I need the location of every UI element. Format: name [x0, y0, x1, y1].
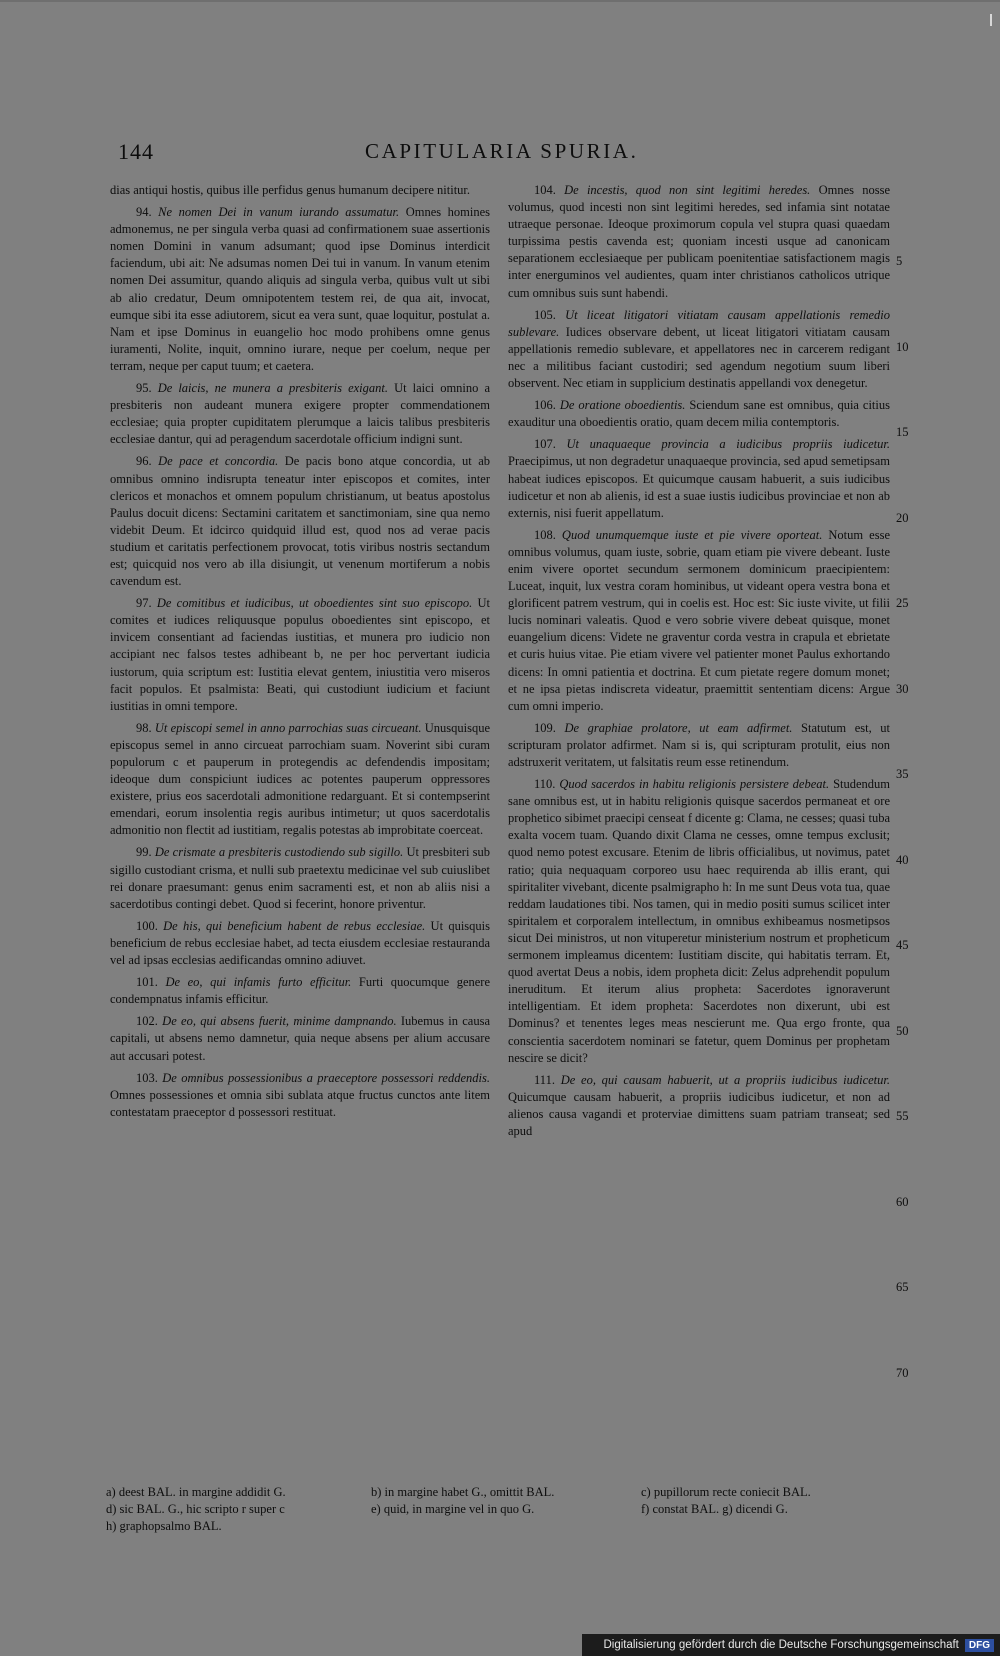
chapter-title: De eo, qui absens fuerit, minime dampnando.: [162, 1014, 397, 1029]
corner-mark: [990, 14, 992, 26]
chapter-title: De omnibus possessionibus a praeceptore possessori reddendis.: [162, 1070, 490, 1085]
chapter-text: Studendum sane omnibus est, ut in habitu religionis quisque sacerdos permaneat et ore prophetico sibimet praecipi censeat f dicente g: Clama, ne cesses; quasi tuba exalta vocem tuam. Quando dixit Clama ne cesses, omne tempus exclusit; quod nemo potest excusare. Etenim de libris officialibus, ut novimus, patet ratio; quia nequaquam corporeo usu haec requirenda ab illis erant, qui spiritaliter vivebant, dicente psalmigrapho h: In me sunt Deus vota tua, quae reddam laudationes tibi. Nos tamen, qui in medio positi sumus scilicet inter spiritalem et corporalem intellectum, in omnibus exhibeamus nosmetipsos sicut Dei ministros, ut non vituperetur ministerium nostrum et propheticum sermonem impleamus dicentem: Iustitiam discite, qui habitatis terram. Et, quod avertat Deus a nobis, idem propheta dicit: Zelus adprehendit populum ineruditum. Et iterum alius propheta: Sacerdotes ignoraverunt intelligentiam. Et idem propheta: Sacerdotes non dixerunt, ubi est Dominus? et tenentes leges meas nescierunt me. Qua ergo fronte, qua conscientia sacerdotem nominari se fatetur, quem Dominus per prophetam nescire se dicit?: [508, 777, 891, 1065]
chapter-text: Quicumque causam habuerit, a propriis iudicibus iudicetur, et non ad alienos causa vagandi et proterviae dimittens suam patriam transeat; sed apud: [508, 1089, 890, 1138]
chapter-number: 108.: [534, 527, 556, 542]
chapter-title: De incestis, quod non sint legitimi heredes.: [564, 183, 811, 197]
chapter-text: Omnes nosse volumus, quod incesti non sint legitimi heredes, sed infamia sint notatae utraeque personae. Ideoque proximorum copula vel stupra quasi quaedam turpissima pestis cavenda est; quoniam incesti usque ad canonicam separationem ecclesiaeque per publicam poenitentiae satisfactionem magis inter energuminos vel audientes, quam inter christianos catholicos utrique cum omnibus suis sunt habendi.: [508, 183, 890, 300]
chapter-number: 105.: [534, 307, 556, 322]
line-number: 15: [896, 425, 909, 439]
line-number: 45: [896, 938, 909, 952]
chapter-number: 94.: [136, 205, 152, 220]
chapter-paragraph: [110, 1070, 490, 1121]
chapter-text: Unusquisque episcopus semel in anno circueat parrochiam suam. Noverint sibi curam populorum c et pauperum in protegendis ac defendendis impositam; ideoque dum conspiciunt iudices ac potentes pauperum oppressores existere, prius eos sacerdotali admonitione redarguant. Et si contempserint emendari, eorum insolentia regis auribus intimetur; ut quos sacerdotalis admonitio non flectit ad iustitiam, regalis potestas ab improbitate coerceat.: [110, 720, 490, 838]
chapter-number: 104.: [534, 183, 556, 197]
footnote: f) constat BAL. g) dicendi G.: [641, 1502, 788, 1516]
footnote: a) deest BAL. in margine addidit G.: [106, 1485, 286, 1499]
chapter-text: Sciendum sane est omnibus, quia citius exauditur una oboedientis oratio, quam decem milia contemptoris.: [508, 398, 890, 430]
chapter-number: 101.: [136, 975, 158, 990]
chapter-text: Iudices observare debent, ut liceat litigatori vitiatam causam appellationis remedio sublevare, et appellatores nec in carcerem redigant nec a militibus faciant custodiri; sed agendum negotium suum liberi observent. Nec etiam in supplicium destinatis appellandi vox denegetur.: [508, 324, 891, 391]
chapter-paragraph: [508, 307, 890, 392]
chapter-number: 99.: [136, 845, 152, 860]
chapter-number: 106.: [534, 398, 556, 413]
dfg-logo: DFG: [965, 1639, 994, 1652]
chapter-paragraph: [110, 182, 490, 199]
line-number: 20: [896, 510, 909, 525]
chapter-text: Omnes homines admonemus, ne per singula verba quasi ad confirmationem suae assertionis nomen Domini in vanum adsumant; quod ipse Dominus interdicit faciendum, ubi ait: Ne adsumas nomen Dei tui in vanum. In vanum etenim nomen Dei assumitur, quando aliquis ad singula verba, quibus vult ut sibi ab alio credatur, Deum omnipotentem testem rei, de qua ait, invocat, eumque sibi ita esse adiutorem, sicut ea vera sunt, quae loquitur, postulat a. Nam et ipse Dominus in euangelio hoc modo prohibens omne genus iuramenti, Nolite, inquit, omnino iurare, neque per coelum, neque per terram, neque per caput tuum; et caetera.: [110, 205, 490, 373]
chapter-title: Ut episcopi semel in anno parrochias suas circueant.: [154, 720, 422, 735]
footer-text: Digitalisierung gefördert durch die Deutsche Forschungsgemeinschaft: [603, 1639, 959, 1651]
chapter-title: Ut unaquaeque provincia a iudicibus propriis iudicetur.: [566, 437, 890, 452]
chapter-title: De pace et concordia.: [158, 454, 279, 469]
chapter-paragraph: [110, 720, 490, 840]
chapter-paragraph: [110, 844, 490, 912]
chapter-title: De eo, qui causam habuerit, ut a propriis iudicibus iudicetur.: [560, 1072, 890, 1087]
line-number: 60: [896, 1194, 909, 1209]
line-number: 35: [896, 767, 909, 781]
chapter-text: Statutum est, ut scripturam prolator adfirmet. Nam si is, qui scripturam protulit, eius non adstruxerit veritatem, ut falsitatis reum esse retinendum.: [508, 720, 891, 769]
line-number: 55: [896, 1109, 909, 1123]
chapter-text: De pacis bono atque concordia, ut ab omnibus omnino indisrupta teneatur inter episcopos et comites, inter clericos et monachos et omnem populum christianum, ut beatus apostolus Paulus docuit dicens: Sectamini caritatem et sanctimoniam, sine qua nemo videbit Deum. Et idcirco quidquid illud est, quod nos ad verae pacis studium et caritatis perfectionem provocat, totis viribus nostris sectandum est; quicquid nos vero ab illa disiungit, ut venenum mortiferum a nobis cavendum est.: [110, 454, 491, 589]
chapter-number: 103.: [136, 1070, 158, 1085]
chapter-title: Ut liceat litigatori vitiatam causam appellationis remedio sublevare.: [508, 307, 890, 339]
chapter-number: 96.: [136, 454, 152, 469]
chapter-paragraph: [508, 776, 890, 1067]
line-number: 70: [896, 1365, 909, 1380]
chapter-text: Notum esse omnibus volumus, quam iuste, sobrie, quam etiam pie vivere debeant. Iuste enim vivere oportet secundum sermonem dominicum praecipientem: Luceat, inquit, lux vestra coram hominibus, ut videant opera vestra bona et glorificent patrem vestrum, qui in coelis est. Hoc est: Sic iuste vivite, ut filii lucis nominari valeatis. Quod e vero sobrie vivere debeat quisque, monet euangelium dicens: Videte ne graventur corda vestra in crapula et ebrietate et curis huius vitae. Pie etiam vivere vel patienter monet Paulus exhortando dicens: In omni patientia et doctrina. Et cum pietate regere domum monet; et ne ipsa pietas indiscreta videatur, praemittit sententiam dicens: Argue cum omni imperio.: [508, 527, 890, 713]
chapter-number: 102.: [136, 1014, 158, 1029]
chapter-number: 107.: [534, 437, 556, 452]
chapter-number: 97.: [136, 596, 152, 611]
line-number: 50: [896, 1023, 909, 1038]
footnote: e) quid, in margine vel in quo G.: [371, 1502, 535, 1516]
chapter-paragraph: [508, 720, 890, 771]
chapter-title: De comitibus et iudicibus, ut oboedientes sint suo episcopo.: [156, 596, 473, 611]
chapter-text: Ut comites et iudices reliquusque populus oboedientes sint episcopo, et invicem consentiant ad faciendas iustitias, et munera pro iudicio non accipiant nec falsos testes adhibeant b, ne per hoc pervertant iudicia iustorum, quia scriptum est: Iustitia elevat gentem, iniustitia vero miseros facit populos. Et psalmista: Beati, qui custodiunt iudicium et faciunt iustitias in omni tempore.: [110, 596, 491, 713]
chapter-text: Omnes possessiones et omnia sibi sublata atque fructus cunctos ante litem contestatam praeceptor d possessori restituat.: [110, 1087, 490, 1119]
chapter-title: De oratione oboedientis.: [559, 398, 686, 413]
chapter-title: Quod sacerdos in habitu religionis persistere debeat.: [559, 777, 830, 792]
line-number: 30: [896, 681, 909, 696]
chapter-paragraph: [508, 397, 890, 431]
chapter-paragraph: [508, 182, 890, 302]
footer-banner: [582, 1634, 1000, 1656]
chapter-title: Quod unumquemque iuste et pie vivere oporteat.: [561, 527, 823, 542]
running-head: CAPITULARIA SPURIA.: [365, 139, 639, 163]
chapter-number: 95.: [136, 381, 152, 396]
footnote: h) graphopsalmo BAL.: [106, 1519, 222, 1533]
line-number: 5: [896, 254, 903, 268]
chapter-title: De laicis, ne munera a presbiteris exigant.: [157, 381, 388, 396]
chapter-text: Ut presbiteri sub sigillo custodiant crisma, et nulli sub praetextu medicinae vel sub cuiuslibet rei donare praesumant: genus enim sacramenti est, et non ab aliis nisi a sacerdotibus contingi debet. Quod si fecerint, honore priventur.: [110, 845, 491, 911]
chapter-number: 100.: [136, 918, 158, 933]
footnotes: [106, 1484, 896, 1535]
chapter-paragraph: [110, 380, 490, 448]
chapter-text: Ut laici omnino a presbiteris non audeant munera exigere propter commendationem ecclesiae; quia propter cupiditatem plerumque a laicis talibus presbiteris ecclesiae dantur, qui ad peragendum sacerdotale officium indigni sunt.: [110, 381, 491, 447]
right-column: [508, 182, 890, 1145]
footnote: c) pupillorum recte coniecit BAL.: [641, 1485, 811, 1499]
chapter-text: Ut quisquis beneficium de rebus ecclesiae habet, ad tecta eiusdem ecclesiae restauranda vel ad ipsas ecclesias aedificandas omnino adiuvet.: [110, 918, 490, 968]
chapter-text: Iubemus in causa capitali, ut absens nemo damnetur, quia neque absens per alium accusare aut accusari potest.: [110, 1014, 491, 1063]
chapter-title: De graphiae prolatore, ut eam adfirmet.: [564, 720, 793, 735]
chapter-title: Ne nomen Dei in vanum iurando assumatur.: [158, 205, 400, 220]
chapter-title: De crismate a presbiteris custodiendo sub sigillo.: [154, 845, 404, 860]
chapter-number: 110.: [534, 777, 556, 792]
chapter-title: De his, qui beneficium habent de rebus ecclesiae.: [163, 918, 426, 933]
footnote: d) sic BAL. G., hic scripto r super c: [106, 1502, 285, 1516]
top-rule: [0, 0, 1000, 2]
chapter-paragraph: [110, 595, 490, 715]
page-number: 144: [118, 139, 154, 164]
chapter-paragraph: [110, 204, 490, 375]
chapter-number: 109.: [534, 720, 556, 735]
chapter-text: Furti quocumque genere condempnatus infamis efficitur.: [110, 975, 491, 1007]
chapter-paragraph: [508, 1072, 890, 1140]
chapter-paragraph: [508, 527, 890, 715]
chapter-text: dias antiqui hostis, quibus ille perfidus genus humanum decipere nititur.: [110, 183, 471, 197]
chapter-title: De eo, qui infamis furto efficitur.: [165, 975, 352, 990]
chapter-number: 111.: [534, 1072, 555, 1087]
chapter-paragraph: [110, 974, 490, 1008]
line-number: 25: [896, 596, 909, 610]
chapter-text: Praecipimus, ut non degradetur unaquaeque provincia, sed apud semetipsam habeat iudices episcopos. Et quicumque causam habuerit, a suis iudicibus iudicetur et non ab alienis, id est a suae iustis iudicibus provinciae et non ab externis, nisi fuerit appellatum.: [508, 454, 890, 520]
chapter-number: 98.: [136, 720, 152, 735]
chapter-paragraph: [110, 1013, 490, 1064]
chapter-paragraph: [508, 436, 890, 521]
line-number: 65: [896, 1280, 909, 1294]
line-number: 10: [896, 339, 909, 354]
chapter-paragraph: [110, 453, 490, 590]
footnote: b) in margine habet G., omittit BAL.: [371, 1485, 555, 1499]
left-column: [110, 182, 490, 1126]
chapter-paragraph: [110, 918, 490, 969]
line-number: 40: [896, 852, 909, 867]
